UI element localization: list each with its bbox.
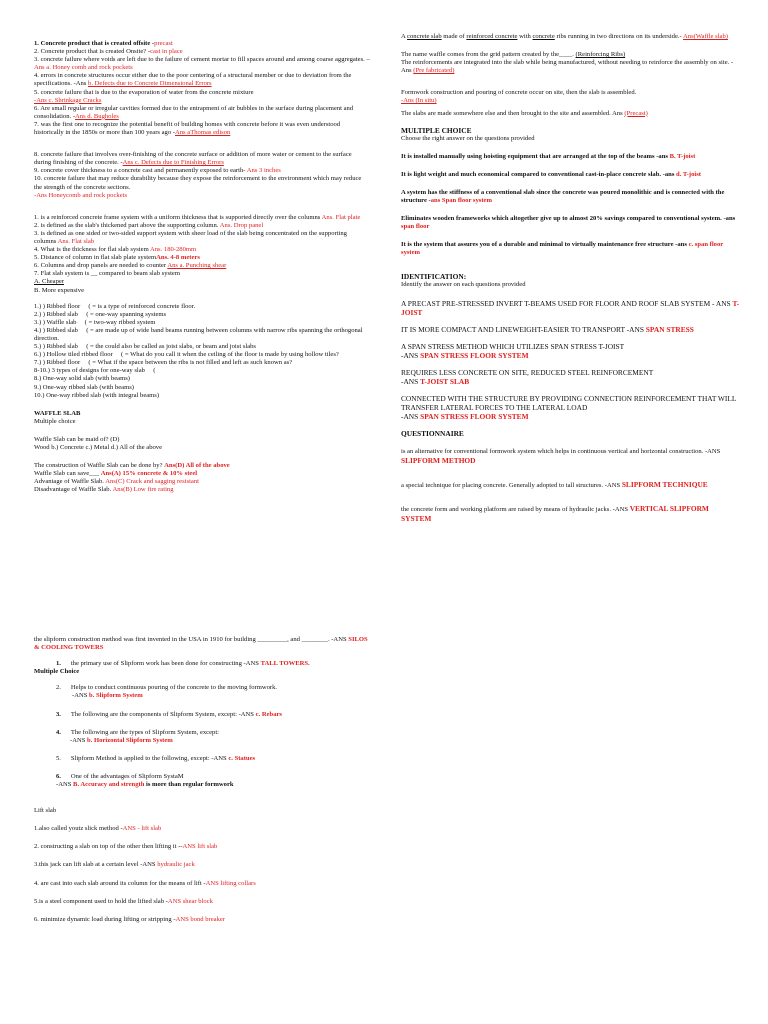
answer-text: c. Rebars bbox=[255, 710, 282, 718]
question-text: 9. concrete cover thickness to a concrete cast and permanently exposed to earth- bbox=[34, 167, 247, 175]
answer-label: -ANS bbox=[56, 781, 74, 789]
lift-q3 bbox=[34, 861, 370, 869]
answer-text: Ans. 180-280mm bbox=[149, 246, 197, 254]
question-text: It is light weight and much economical compared to conventional cast-in-place concrete slab. -ans bbox=[401, 170, 677, 178]
left-column bbox=[34, 40, 370, 495]
lift-slab-heading: Lift slab bbox=[34, 807, 57, 815]
waffle-heading: WAFFLE SLAB bbox=[34, 409, 81, 417]
ribbed-5: 5.) ) Ribbed slab ( = the could also be called as joist slabs, or beam and joist slabs bbox=[34, 343, 257, 351]
answer-label: -ANS bbox=[70, 736, 88, 744]
question-text: The name waffle comes from the grid pattern created by the____. bbox=[401, 51, 576, 59]
question-text: 3. concrete failure where voids are left due to the failure of cement mortar to fill spaces around and among coarse aggregates. – bbox=[34, 56, 370, 64]
question-text: A bbox=[401, 33, 408, 40]
question-text: Slipform Method is applied to the following, except: -ANS bbox=[70, 754, 229, 762]
link-text: reinforced concrete bbox=[466, 33, 518, 40]
slipform-q3 bbox=[34, 711, 370, 719]
waffle-q3 bbox=[34, 470, 370, 478]
answer-label: -ANS bbox=[401, 376, 421, 386]
slipform-q5 bbox=[34, 755, 370, 763]
question-text: Disadvantage of Waffle Slab. bbox=[34, 486, 113, 494]
id-q3 bbox=[401, 342, 741, 360]
ribbed-2: 2.) ) Ribbed slab ( = one-way spanning systems bbox=[34, 310, 167, 318]
questionnaire-heading: QUESTIONNAIRE bbox=[401, 428, 464, 438]
waffle-def-2 bbox=[401, 51, 741, 59]
answer-text: SPAN STRESS bbox=[645, 324, 694, 334]
question-text: a special technique for placing concrete. Generally adopted to tall structures. -ANS bbox=[401, 481, 622, 489]
flat-slab-2 bbox=[34, 222, 370, 230]
slipform-q1 bbox=[34, 660, 370, 668]
question-text: 1.also called youtz slick method - bbox=[34, 825, 123, 833]
link-text: concrete bbox=[532, 33, 555, 40]
answer-text: SILOS & COOLING TOWERS bbox=[34, 636, 368, 652]
id-q5 bbox=[401, 394, 741, 421]
answer-text: Ans. 4-8 meters bbox=[156, 254, 200, 262]
answer-text: T-JOIST bbox=[401, 298, 740, 317]
question-text: 7. Flat slab system is __ compared to beam slab system bbox=[34, 270, 180, 278]
answer-text: (Pre fabricated) bbox=[413, 67, 455, 75]
question-text: the concrete form and working platform are raised by means of hydraulic jacks. -ANS bbox=[401, 505, 630, 513]
ribbed-8-10: 8-10.) 3 types of designs for one-way slab ( bbox=[34, 367, 156, 375]
question-text: The reinforcements are integrated into the slab while being manufactured, without needing to reinforce the assembly on site. -Ans bbox=[401, 59, 734, 75]
question-text: REQUIRES LESS CONCRETE ON SITE, REDUCED STEEL REINFORCEMENT bbox=[401, 367, 654, 377]
question-text: 2. Concrete product that is created Onsite? - bbox=[34, 48, 151, 56]
slipform-q0 bbox=[34, 636, 370, 652]
slipform-q6-answer bbox=[34, 781, 370, 789]
lift-q1 bbox=[34, 825, 370, 833]
flat-slab-5 bbox=[34, 254, 370, 262]
answer-text: SPAN STRESS FLOOR SYSTEM bbox=[420, 350, 529, 360]
ribbed-1: 1.) ) Ribbed floor ( = is a type of reinforced concrete floor. bbox=[34, 302, 196, 310]
question-text: ribs running in two directions on its underside.- bbox=[554, 33, 684, 40]
question-text: 3. is defined as one sided or two-sided support system with sheer load of the slab being concentrated on the supporting columns bbox=[34, 229, 347, 245]
item-number: 5. bbox=[56, 754, 61, 762]
ribbed-6: 6.) ) Hollow tiled ribbed floor ( = What do you call it when the ceiling of the floor is made by using hollow tiles? bbox=[34, 351, 339, 359]
identification-subheading: Identify the answer on each questions provided bbox=[401, 280, 526, 288]
answer-text: ANS - lift slab bbox=[122, 825, 162, 833]
mc-q1 bbox=[401, 153, 741, 161]
slipform-section bbox=[34, 636, 370, 924]
slipform-q4 bbox=[34, 729, 370, 737]
answer-text: b. Slipform System bbox=[89, 692, 143, 700]
waffle-def-4 bbox=[401, 89, 741, 105]
item-number: 1. bbox=[56, 660, 61, 668]
answer-text: B. T-joist bbox=[669, 152, 696, 160]
answer-label: -ANS bbox=[401, 411, 421, 421]
answer-text: d. T-joist bbox=[676, 170, 701, 178]
slipform-q2 bbox=[34, 684, 370, 692]
flat-slab-1 bbox=[34, 214, 370, 222]
slipform-q2-answer bbox=[34, 692, 370, 700]
answer-text: (Precast) bbox=[624, 109, 648, 117]
answer-text: ANS bond breaker bbox=[175, 915, 226, 923]
id-q4 bbox=[401, 368, 741, 386]
question-text: 6. Are small regular or irregular cavities formed due to the entrapment of air bubbles in the surface during placement and consolidation. - bbox=[34, 104, 354, 120]
question-text: Formwork construction and pouring of concrete occur on site, then the slab is assembled. bbox=[401, 89, 637, 97]
question-8 bbox=[34, 151, 370, 167]
answer-text: SPAN STRESS FLOOR SYSTEM bbox=[420, 411, 529, 421]
question-text: The slabs are made somewhere else and then brought to the site and assembled. Ans bbox=[401, 109, 625, 117]
questionnaire-q3 bbox=[401, 504, 741, 524]
ribbed-7: 7.) ) Ribbed floor ( = What if the space between the ribs is not filled and left as such known as? bbox=[34, 359, 293, 367]
question-text: Helps to conduct continuous pouring of the concrete to the moving formwork. bbox=[70, 684, 278, 692]
flat-slab-7-option-a: A. Cheaper bbox=[34, 278, 65, 286]
question-text: 1. is a reinforced concrete frame system with a uniform thickness that is supported directly over the columns bbox=[34, 213, 322, 221]
item-number: 6. bbox=[56, 772, 61, 780]
answer-text: Ans(C) Crack and sagging resistant bbox=[105, 478, 199, 486]
answer-text: ANS lift slab bbox=[182, 843, 218, 851]
id-q1 bbox=[401, 299, 741, 317]
question-text: A system has the stiffness of a conventional slab since the concrete was poured monolithic and is connected with the structure - bbox=[401, 188, 725, 205]
question-text: 3.this jack can lift slab at a certain level -ANS bbox=[34, 861, 158, 869]
question-text: 7. was the first one to recognize the potential benefit of building homes with concrete before it was even understood historically in the 1850s or more than 100 years ago - bbox=[34, 120, 341, 137]
question-4 bbox=[34, 72, 370, 88]
lift-q6 bbox=[34, 916, 370, 924]
question-text: 10. concrete failure that may reduce durability because they expose the reinforcement to the environment which may reduce the strength of the concrete sections. bbox=[34, 175, 362, 191]
answer-text: B. Accuracy and strength bbox=[73, 781, 145, 789]
flat-slab-4 bbox=[34, 246, 370, 254]
flat-slab-3 bbox=[34, 230, 370, 246]
answer-text: cast in place bbox=[150, 48, 183, 56]
answer-text: SLIPFORM TECHNIQUE bbox=[621, 479, 708, 489]
item-number: 2. bbox=[56, 684, 61, 692]
question-text: Eliminates wooden frameworks which altogether give up to almost 20% savings compared to conventional system. -ans bbox=[401, 215, 736, 223]
question-text: made of bbox=[441, 33, 467, 40]
question-3 bbox=[34, 56, 370, 72]
waffle-def-5 bbox=[401, 110, 741, 118]
answer-text: Ans(A) 15% concrete & 10% steel bbox=[100, 470, 198, 478]
question-text: 4. are cast into each slab around its column for the means of lift - bbox=[34, 879, 206, 887]
answer-text: Ans c. Defects due to Finishing Errors bbox=[122, 159, 224, 167]
question-text: the slipform construction method was first invented in the USA in 1910 for building _________, and ________. -ANS bbox=[34, 636, 349, 643]
answer-label: -ANS bbox=[72, 692, 90, 700]
mc-q2 bbox=[401, 171, 741, 179]
answer-text: SLIPFORM METHOD bbox=[401, 455, 476, 465]
question-text: 2. is defined as the slab's thickened part above the supporting column. bbox=[34, 221, 220, 229]
question-text: 5.is a steel component used to hold the lifted slab - bbox=[34, 897, 168, 905]
answer-label: -ANS bbox=[401, 350, 421, 360]
answer-text: b. Horizontal Slipform System bbox=[87, 736, 173, 744]
question-text: The following are the types of Slipform System, except: bbox=[70, 728, 219, 736]
answer-text: precast bbox=[154, 40, 173, 47]
mc-q5 bbox=[401, 241, 741, 257]
slipform-q6 bbox=[34, 773, 370, 781]
mc-heading: MULTIPLE CHOICE bbox=[401, 125, 472, 135]
answer-text: -Ans (In situ) bbox=[401, 97, 437, 105]
waffle-q5 bbox=[34, 486, 370, 494]
waffle-q2 bbox=[34, 462, 370, 470]
answer-text: c. Statues bbox=[228, 754, 256, 762]
question-text: Waffle Slab can save___ bbox=[34, 470, 101, 478]
question-text: The following are the components of Slipform System, except: -ANS bbox=[70, 710, 256, 718]
item-number: 3. bbox=[56, 710, 61, 718]
identification-heading: IDENTIFICATION: bbox=[401, 271, 467, 281]
answer-text: Ans a. Honey comb and rock pockets bbox=[34, 64, 133, 72]
item-number: 4. bbox=[56, 728, 61, 736]
answer-text: (Reinforcing Ribs) bbox=[575, 51, 626, 59]
right-column bbox=[401, 33, 741, 524]
lift-q5 bbox=[34, 898, 370, 906]
ribbed-3: 3.) ) Waffle slab ( = two-way ribbed system bbox=[34, 318, 156, 326]
question-10 bbox=[34, 175, 370, 199]
ribbed-4: 4.) ) Ribbed slab ( = are made up of wide band beams running between columns with narrow ribs spanning the orthogonal direction. bbox=[34, 326, 363, 342]
answer-text: -Ans c. Shrinkage Cracks bbox=[34, 96, 102, 104]
slipform-mc-label: Multiple Choice bbox=[34, 668, 80, 676]
answer-text: Ans a. Punching shear bbox=[167, 262, 227, 270]
waffle-q4 bbox=[34, 478, 370, 486]
answer-text: Ans(B) Low fire rating bbox=[112, 486, 174, 494]
question-text: 6. Columns and drop panels are needed to counter bbox=[34, 262, 168, 270]
question-6 bbox=[34, 105, 370, 121]
question-text: The construction of Waffle Slab can be done by? bbox=[34, 462, 165, 470]
id-q2 bbox=[401, 325, 741, 334]
question-7 bbox=[34, 121, 370, 137]
question-text: 4. errors in concrete structures occur either due to the poor centering of a structural member or due to deviation from the specifications. -Ans bbox=[34, 72, 352, 88]
answer-text: Ans. Flat plate bbox=[321, 213, 361, 221]
answer-text: VERTICAL SLIPFORM SYSTEM bbox=[401, 503, 709, 523]
ribbed-10: 10.) One-way ribbed slab (with integral beams) bbox=[34, 391, 160, 399]
ribbed-9: 9.) One-way ribbed slab (with beams) bbox=[34, 383, 134, 391]
answer-text: Ans. Flat slab bbox=[57, 237, 95, 245]
answer-text: T-JOIST SLAB bbox=[420, 376, 470, 386]
question-text: 6. minimize dynamic load during lifting or stripping - bbox=[34, 915, 176, 923]
ribbed-8: 8.) One-way solid slab (with beams) bbox=[34, 375, 130, 383]
waffle-def-1 bbox=[401, 33, 741, 41]
question-text: 8. concrete failure that involves over-finishing of the concrete surface or addition of more water or cement to the surface during finishing of the concrete. - bbox=[34, 151, 352, 167]
question-text: is an alternative for conventional formwork system which helps in continuous vertical and horizontal construction. -ANS bbox=[401, 447, 721, 455]
answer-text: c. span floor system bbox=[401, 241, 724, 257]
slipform-q4-answer bbox=[34, 737, 370, 745]
answer-text: Ans(D) All of the above bbox=[164, 462, 230, 470]
lift-q4 bbox=[34, 880, 370, 888]
waffle-subheading: Multiple choice bbox=[34, 417, 76, 425]
question-text: It is installed manually using hoisting equipment that are arranged at the top of the beams -ans bbox=[401, 152, 670, 160]
flat-slab-6 bbox=[34, 262, 370, 270]
answer-text: TALL TOWERS. bbox=[260, 660, 310, 668]
question-text: 1. Concrete product that is created offsite - bbox=[34, 40, 155, 47]
mc-q3 bbox=[401, 189, 741, 205]
waffle-def-3 bbox=[401, 59, 741, 75]
question-text: It is the system that assures you of a durable and minimal to virtually maintenance free structure -ans bbox=[401, 241, 689, 249]
answer-text: ANS lifting collars bbox=[205, 879, 256, 887]
question-text: A SPAN STRESS METHOD WHICH UTILIZES SPAN STRESS T-JOIST bbox=[401, 341, 625, 351]
mc-q4 bbox=[401, 215, 741, 231]
answer-text: is more than regular formwork bbox=[144, 781, 234, 789]
question-text: Advantage of Waffle Slab. bbox=[34, 478, 106, 486]
questionnaire-q1 bbox=[401, 448, 741, 466]
question-text: A PRECAST PRE-STRESSED INVERT T-BEAMS USED FOR FLOOR AND ROOF SLAB SYSTEM - ANS bbox=[401, 298, 733, 308]
questionnaire-q2 bbox=[401, 480, 741, 490]
question-9 bbox=[34, 167, 370, 175]
answer-text: ANS shear block bbox=[167, 897, 213, 905]
answer-text: Ans. Drop panel bbox=[219, 221, 264, 229]
answer-text: b. Defects due to Concrete Dimensional Errors bbox=[88, 80, 212, 88]
question-text: CONNECTED WITH THE STRUCTURE BY PROVIDING CONNECTION REINFORCEMENT THAT WILL TRANSFER LATERAL FORCES TO THE LATERAL LOAD bbox=[401, 393, 737, 412]
answer-text: Ans 3 inches bbox=[246, 167, 281, 175]
question-text: 5. Distance of column in flat slab plate system bbox=[34, 254, 157, 262]
flat-slab-7 bbox=[34, 270, 370, 278]
answer-text: hydraulic jack bbox=[157, 861, 195, 869]
lift-q2 bbox=[34, 843, 370, 851]
answer-text: Ans d. Bugholes bbox=[75, 112, 119, 120]
question-text: with bbox=[517, 33, 533, 40]
question-text: IT IS MORE COMPACT AND LINEWEIGHT-EASIER TO TRANSPORT -ANS bbox=[401, 324, 646, 334]
answer-text: Ans(Waffle slab) bbox=[683, 33, 728, 40]
flat-slab-7-option-b: B. More expensive bbox=[34, 286, 84, 294]
question-text: 4. What is the thickness for flat slab system bbox=[34, 246, 150, 254]
question-5 bbox=[34, 89, 370, 105]
question-text: One of the advantages of Slipform SystaM bbox=[70, 772, 184, 780]
answer-text: -Ans Honeycomb and rock pockets bbox=[34, 191, 128, 199]
waffle-q1: Waffle Slab can be maid of? (D) bbox=[34, 435, 120, 443]
answer-text: span floor bbox=[401, 223, 430, 231]
mc-subheading: Choose the right answer on the questions provided bbox=[401, 134, 535, 142]
link-text: concrete slab bbox=[407, 33, 442, 40]
question-text: 5. concrete failure that is due to the evaporation of water from the concrete mixture bbox=[34, 88, 254, 96]
waffle-q1-options: Wood b.) Concrete c.) Metal d.) All of the above bbox=[34, 444, 163, 452]
question-1 bbox=[34, 40, 370, 48]
question-2 bbox=[34, 48, 370, 56]
answer-text: ans Span floor system bbox=[430, 197, 492, 205]
answer-text: Ans aThomas edison bbox=[175, 129, 231, 137]
question-text: the primary use of Slipform work has been done for constructing -ANS bbox=[70, 660, 261, 668]
question-text: 2. constructing a slab on top of the other then lifting it -- bbox=[34, 843, 183, 851]
